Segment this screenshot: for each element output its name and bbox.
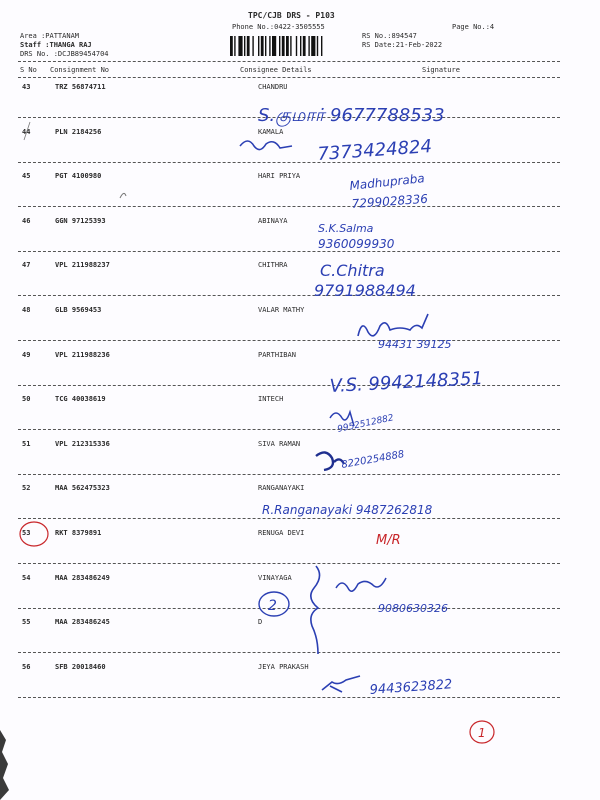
row-sno: 44 (22, 127, 31, 136)
row-sno: 55 (22, 618, 31, 627)
signature-49: V.S. 9942148351 (329, 367, 484, 397)
scan-edge-artifact (0, 730, 14, 800)
barcode-bar (261, 36, 264, 56)
staff-label: Staff :THANGA RAJ (20, 41, 92, 49)
row-divider (18, 429, 560, 430)
row-consignee: HARI PRIYA (258, 172, 301, 181)
row-consignment-no: VPL 212315336 (55, 439, 110, 448)
status-mark-53: M/R (376, 533, 401, 548)
signature-46: S.K.Salma (318, 222, 374, 235)
page-number: Page No.:4 (452, 23, 495, 31)
row-consignment-no: VPL 211988237 (55, 261, 110, 270)
row-consignee: JEYA PRAKASH (258, 662, 309, 671)
table-row (0, 83, 600, 103)
barcode-bar (238, 36, 242, 56)
barcode-bar (282, 36, 285, 56)
count-circle (259, 592, 289, 616)
col-signature: Signature (422, 66, 460, 74)
row-consignment-no: MAA 283486249 (55, 573, 110, 582)
row-divider (18, 563, 560, 564)
table-row (0, 484, 600, 504)
barcode-bar (317, 36, 318, 56)
signature-43: S.குமார் 9677788533 (258, 105, 445, 126)
area-label: Area :PATTANAM (20, 32, 80, 40)
barcode-bar (252, 36, 253, 56)
row-consignment-no: GGN 97125393 (55, 216, 106, 225)
row-consignee: KAMALA (258, 127, 284, 136)
barcode-bar (247, 36, 250, 56)
page-mark-circle (470, 721, 494, 743)
table-row (0, 172, 600, 192)
row-divider (18, 385, 560, 386)
phone-45: 7299028336 (351, 191, 429, 211)
barcode-bar (244, 36, 245, 56)
row-consignment-no: PLN 2184256 (55, 127, 102, 136)
table-row (0, 128, 600, 148)
row-sno: 48 (22, 306, 31, 314)
row-consignee: RENUGA DEVI (258, 529, 305, 537)
row-divider (18, 295, 560, 296)
row-consignment-no: SFB 20018460 (55, 662, 106, 671)
row-consignment-no: VPL 211988236 (55, 350, 110, 359)
barcode-bar (258, 36, 259, 56)
count-circle-number: 2 (268, 598, 277, 614)
barcode-bar (321, 36, 322, 56)
barcode-bar (272, 36, 276, 56)
row-consignment-no: PGT 4100980 (55, 172, 102, 181)
row-sno: 54 (22, 573, 31, 582)
row-consignment-no: GLB 9569453 (55, 306, 102, 314)
table-row (0, 574, 600, 594)
phone-56: 9443623822 (369, 677, 453, 698)
row-divider (18, 251, 560, 252)
row-divider (18, 518, 560, 519)
table-row (0, 529, 600, 549)
row-sno: 43 (22, 83, 31, 91)
row-consignment-no: TCG 40038619 (55, 395, 106, 404)
row-sno: 47 (22, 261, 31, 270)
row-consignment-no: RKT 8379891 (55, 529, 102, 537)
row-divider (18, 697, 560, 698)
signature-45: Madhupraba (348, 171, 426, 193)
table-row (0, 306, 600, 326)
phone-number: Phone No.:0422-3505555 (232, 23, 325, 31)
header-divider (18, 61, 560, 62)
row-divider (18, 162, 560, 163)
stray-mark (120, 193, 126, 198)
phone-44: 7373424824 (316, 136, 433, 165)
barcode-bar (308, 36, 309, 56)
barcode-bar (303, 36, 306, 56)
phone-51: 8220254888 (340, 449, 406, 471)
row-divider (18, 117, 560, 118)
barcode-bar (279, 36, 280, 56)
col-sno: S No (20, 66, 37, 74)
row-sno: 56 (22, 662, 31, 671)
row-consignment-no: MAA 562475323 (55, 484, 110, 493)
row-sno: 46 (22, 216, 31, 225)
table-row (0, 395, 600, 415)
col-consignee: Consignee Details (240, 66, 312, 74)
barcode-bar (311, 36, 315, 56)
row-consignee: RANGANAYAKI (258, 484, 305, 493)
barcode-bar (269, 36, 270, 56)
barcode-bar (296, 36, 297, 56)
signature-52: R.Ranganayaki 9487262818 (262, 503, 433, 517)
row-consignment-no: TRZ 56874711 (55, 83, 106, 91)
phone-46: 9360099930 (318, 237, 395, 251)
row-sno: 49 (22, 350, 31, 359)
row-consignee: CHITHRA (258, 261, 288, 270)
table-row (0, 618, 600, 638)
signature-47: C.Chitra (320, 261, 385, 280)
table-row (0, 261, 600, 281)
row-sno: 50 (22, 395, 31, 404)
barcode-bar (286, 36, 289, 56)
row-consignee: CHANDRU (258, 83, 288, 91)
row-consignee: ABINAYA (258, 216, 288, 225)
row-consignee: VALAR MATHY (258, 306, 305, 314)
row-divider (18, 608, 560, 609)
row-consignee: SIVA RAMAN (258, 439, 301, 448)
table-row (0, 440, 600, 460)
row-consignee: INTECH (258, 395, 284, 404)
phone-50: 9952512882 (336, 413, 395, 435)
rs-date: RS Date:21-Feb-2022 (362, 41, 443, 49)
sheet-title: TPC/CJB DRS - P103 (248, 11, 335, 20)
row-sno: 52 (22, 484, 31, 493)
page-mark: 1 (478, 726, 486, 740)
row-sno: 45 (22, 172, 31, 181)
row-divider (18, 474, 560, 475)
row-divider (18, 652, 560, 653)
barcode-bar (230, 36, 233, 56)
barcode-bar (265, 36, 266, 56)
row-consignee: VINAYAGA (258, 573, 292, 582)
row-divider (18, 206, 560, 207)
phone-48: 94431 39125 (378, 338, 452, 351)
rs-number: RS No.:894547 (362, 32, 417, 40)
row-divider (18, 340, 560, 341)
row-sno: 51 (22, 439, 31, 448)
barcode-bar (300, 36, 301, 56)
table-row (0, 351, 600, 371)
table-row (0, 663, 600, 683)
drs-number: DRS No. :DCJB89454704 (20, 50, 109, 58)
row-sno: 53 (22, 529, 31, 537)
phone-54: 9080630326 (378, 602, 448, 615)
col-consignment: Consignment No (50, 66, 110, 74)
barcode-image (230, 36, 354, 56)
row-consignee: D (258, 618, 263, 627)
row-consignee: PARTHIBAN (258, 350, 296, 359)
barcode-bar (290, 36, 291, 56)
row-consignment-no: MAA 283486245 (55, 618, 110, 627)
table-row (0, 217, 600, 237)
barcode-bar (234, 36, 235, 56)
phone-47: 9791988494 (314, 281, 416, 300)
column-divider (18, 77, 560, 78)
